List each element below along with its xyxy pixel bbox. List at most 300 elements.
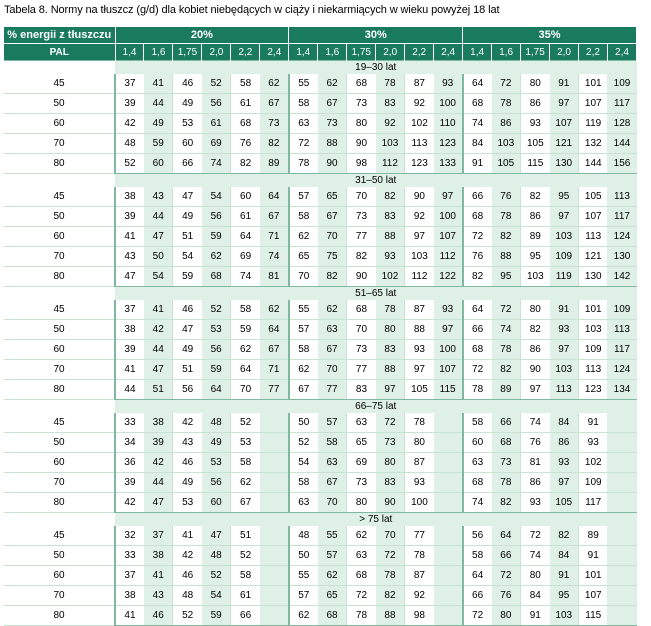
age-group-row <box>4 61 637 75</box>
table-row <box>4 340 637 360</box>
value-cell: 134 <box>607 380 636 400</box>
value-cell: 61 <box>231 94 260 114</box>
blank-cell <box>4 513 115 527</box>
mass-cell: 80 <box>4 154 115 174</box>
value-cell <box>434 473 463 493</box>
value-cell: 100 <box>405 493 434 513</box>
pal-header-cell: 2,4 <box>260 44 289 61</box>
value-cell: 132 <box>579 134 608 154</box>
value-cell: 87 <box>405 300 434 320</box>
value-cell: 46 <box>173 566 202 586</box>
value-cell: 110 <box>434 114 463 134</box>
value-cell: 121 <box>550 134 579 154</box>
pal-header-cell: 2,0 <box>550 44 579 61</box>
value-cell: 82 <box>260 134 289 154</box>
value-cell: 98 <box>347 154 376 174</box>
value-cell: 66 <box>231 606 260 626</box>
value-cell: 68 <box>347 74 376 94</box>
value-cell: 82 <box>376 586 405 606</box>
value-cell: 82 <box>318 267 347 287</box>
value-cell: 49 <box>173 207 202 227</box>
mass-cell: 80 <box>4 606 115 626</box>
value-cell: 91 <box>550 300 579 320</box>
value-cell: 56 <box>463 526 492 546</box>
value-cell: 51 <box>173 227 202 247</box>
value-cell: 122 <box>434 267 463 287</box>
value-cell: 58 <box>289 340 318 360</box>
value-cell: 38 <box>144 413 173 433</box>
value-cell: 84 <box>521 586 550 606</box>
value-cell: 117 <box>607 207 636 227</box>
value-cell: 88 <box>405 320 434 340</box>
value-cell: 72 <box>289 134 318 154</box>
value-cell: 93 <box>376 247 405 267</box>
value-cell: 33 <box>115 413 144 433</box>
value-cell: 62 <box>289 360 318 380</box>
value-cell: 83 <box>376 340 405 360</box>
blank-cell <box>4 174 115 188</box>
value-cell: 52 <box>202 300 231 320</box>
value-cell: 58 <box>231 300 260 320</box>
value-cell: 70 <box>347 187 376 207</box>
value-cell: 107 <box>550 114 579 134</box>
value-cell: 101 <box>579 300 608 320</box>
value-cell: 90 <box>376 493 405 513</box>
value-cell: 93 <box>521 114 550 134</box>
value-cell: 101 <box>579 74 608 94</box>
value-cell: 63 <box>347 546 376 566</box>
value-cell: 107 <box>434 227 463 247</box>
value-cell: 57 <box>289 187 318 207</box>
value-cell: 41 <box>173 526 202 546</box>
table-row <box>4 413 637 433</box>
value-cell: 50 <box>289 546 318 566</box>
value-cell: 72 <box>492 300 521 320</box>
pal-header-cell: 2,2 <box>231 44 260 61</box>
value-cell: 57 <box>318 413 347 433</box>
value-cell <box>260 566 289 586</box>
value-cell: 66 <box>173 154 202 174</box>
value-cell: 78 <box>347 606 376 626</box>
value-cell: 49 <box>202 433 231 453</box>
value-cell: 70 <box>289 267 318 287</box>
fat-norms-table <box>4 27 637 626</box>
value-cell: 59 <box>202 360 231 380</box>
value-cell: 67 <box>260 207 289 227</box>
age-group-label: > 75 lat <box>115 513 637 527</box>
value-cell: 67 <box>318 473 347 493</box>
mass-cell: 45 <box>4 300 115 320</box>
value-cell <box>607 606 636 626</box>
value-cell: 41 <box>144 74 173 94</box>
value-cell: 66 <box>463 320 492 340</box>
value-cell <box>607 453 636 473</box>
value-cell <box>260 546 289 566</box>
value-cell: 109 <box>579 340 608 360</box>
mass-cell: 70 <box>4 473 115 493</box>
mass-cell: 60 <box>4 114 115 134</box>
value-cell: 38 <box>115 187 144 207</box>
value-cell: 93 <box>434 300 463 320</box>
value-cell: 32 <box>115 526 144 546</box>
value-cell: 91 <box>463 154 492 174</box>
value-cell: 54 <box>289 453 318 473</box>
age-group-label: 66–75 lat <box>115 400 637 414</box>
value-cell: 66 <box>463 586 492 606</box>
value-cell: 68 <box>347 300 376 320</box>
pal-header-cell: 1,4 <box>463 44 492 61</box>
value-cell: 38 <box>115 586 144 606</box>
table-row <box>4 187 637 207</box>
value-cell: 60 <box>202 493 231 513</box>
value-cell <box>260 433 289 453</box>
value-cell: 66 <box>492 546 521 566</box>
value-cell: 133 <box>434 154 463 174</box>
value-cell: 113 <box>607 187 636 207</box>
header-row-pal <box>4 44 637 61</box>
value-cell: 48 <box>115 134 144 154</box>
value-cell: 71 <box>260 360 289 380</box>
value-cell: 39 <box>144 433 173 453</box>
value-cell: 103 <box>521 267 550 287</box>
value-cell <box>607 566 636 586</box>
value-cell: 117 <box>579 493 608 513</box>
mass-cell: 50 <box>4 94 115 114</box>
value-cell: 41 <box>115 227 144 247</box>
value-cell: 156 <box>607 154 636 174</box>
value-cell <box>260 453 289 473</box>
table-row <box>4 134 637 154</box>
value-cell: 58 <box>289 207 318 227</box>
value-cell: 102 <box>376 267 405 287</box>
value-cell: 72 <box>521 526 550 546</box>
value-cell: 103 <box>492 134 521 154</box>
value-cell: 58 <box>318 433 347 453</box>
value-cell: 81 <box>260 267 289 287</box>
pal-header-cell: 1,4 <box>115 44 144 61</box>
value-cell: 93 <box>521 493 550 513</box>
value-cell: 39 <box>115 340 144 360</box>
value-cell: 93 <box>405 473 434 493</box>
value-cell: 107 <box>579 207 608 227</box>
value-cell: 67 <box>260 340 289 360</box>
value-cell: 48 <box>202 413 231 433</box>
value-cell <box>607 546 636 566</box>
value-cell: 61 <box>202 114 231 134</box>
value-cell: 54 <box>202 586 231 606</box>
value-cell: 86 <box>521 94 550 114</box>
value-cell: 82 <box>347 247 376 267</box>
value-cell: 53 <box>231 433 260 453</box>
value-cell: 93 <box>550 453 579 473</box>
value-cell: 68 <box>463 207 492 227</box>
value-cell: 109 <box>607 74 636 94</box>
value-cell: 113 <box>607 320 636 340</box>
value-cell: 44 <box>144 207 173 227</box>
value-cell: 37 <box>115 300 144 320</box>
value-cell: 62 <box>260 300 289 320</box>
value-cell: 72 <box>463 360 492 380</box>
value-cell: 82 <box>376 187 405 207</box>
value-cell: 93 <box>579 433 608 453</box>
value-cell: 41 <box>144 566 173 586</box>
value-cell: 80 <box>492 606 521 626</box>
value-cell: 44 <box>144 94 173 114</box>
value-cell: 91 <box>579 546 608 566</box>
table-row <box>4 154 637 174</box>
pal-header-cell: 2,0 <box>376 44 405 61</box>
table-row <box>4 227 637 247</box>
value-cell: 63 <box>289 493 318 513</box>
value-cell: 66 <box>492 413 521 433</box>
value-cell <box>434 526 463 546</box>
value-cell: 88 <box>376 227 405 247</box>
value-cell: 86 <box>492 114 521 134</box>
age-group-label: 31–50 lat <box>115 174 637 188</box>
value-cell: 47 <box>144 360 173 380</box>
value-cell: 77 <box>260 380 289 400</box>
value-cell <box>607 433 636 453</box>
value-cell: 68 <box>347 566 376 586</box>
value-cell: 33 <box>115 546 144 566</box>
table-row <box>4 247 637 267</box>
value-cell: 107 <box>579 586 608 606</box>
value-cell: 88 <box>492 247 521 267</box>
value-cell: 51 <box>144 380 173 400</box>
value-cell: 77 <box>405 526 434 546</box>
pal-header-cell: 2,4 <box>607 44 636 61</box>
value-cell: 72 <box>463 606 492 626</box>
value-cell: 60 <box>231 187 260 207</box>
value-cell: 142 <box>607 267 636 287</box>
mass-cell: 60 <box>4 227 115 247</box>
value-cell: 70 <box>376 526 405 546</box>
value-cell: 84 <box>550 546 579 566</box>
blank-cell <box>4 287 115 301</box>
value-cell: 112 <box>434 247 463 267</box>
value-cell: 70 <box>318 493 347 513</box>
value-cell: 67 <box>318 340 347 360</box>
value-cell: 103 <box>405 247 434 267</box>
value-cell: 97 <box>405 360 434 380</box>
value-cell: 75 <box>318 247 347 267</box>
mass-cell: 70 <box>4 360 115 380</box>
value-cell: 72 <box>492 566 521 586</box>
value-cell: 64 <box>492 526 521 546</box>
value-cell: 100 <box>434 94 463 114</box>
pal-label: PAL <box>4 44 115 61</box>
value-cell: 95 <box>521 247 550 267</box>
value-cell: 58 <box>463 413 492 433</box>
value-cell: 53 <box>173 493 202 513</box>
value-cell: 82 <box>492 227 521 247</box>
mass-cell: 80 <box>4 380 115 400</box>
value-cell: 103 <box>579 320 608 340</box>
value-cell: 62 <box>289 606 318 626</box>
blank-cell <box>4 400 115 414</box>
value-cell: 52 <box>202 74 231 94</box>
value-cell: 63 <box>318 453 347 473</box>
value-cell: 47 <box>144 227 173 247</box>
value-cell: 74 <box>260 247 289 267</box>
value-cell: 97 <box>434 187 463 207</box>
value-cell: 67 <box>289 380 318 400</box>
value-cell: 38 <box>144 546 173 566</box>
value-cell: 55 <box>289 300 318 320</box>
pal-header-cell: 1,75 <box>521 44 550 61</box>
value-cell: 113 <box>579 227 608 247</box>
value-cell <box>434 493 463 513</box>
value-cell: 91 <box>550 566 579 586</box>
value-cell: 43 <box>144 187 173 207</box>
table-row <box>4 380 637 400</box>
value-cell: 42 <box>144 320 173 340</box>
value-cell: 53 <box>202 320 231 340</box>
table-row <box>4 566 637 586</box>
value-cell: 54 <box>202 187 231 207</box>
value-cell: 92 <box>376 114 405 134</box>
value-cell: 78 <box>405 413 434 433</box>
value-cell: 87 <box>405 74 434 94</box>
value-cell: 63 <box>289 114 318 134</box>
table-caption: Tabela 8. Normy na tłuszcz (g/d) dla kobiet niebędących w ciąży i niekarmiących w wieku powyżej 18 lat <box>4 4 500 16</box>
value-cell: 64 <box>463 566 492 586</box>
mass-cell: 50 <box>4 546 115 566</box>
value-cell: 103 <box>550 227 579 247</box>
pal-header-cell: 1,6 <box>144 44 173 61</box>
value-cell: 49 <box>173 340 202 360</box>
value-cell: 58 <box>463 546 492 566</box>
value-cell: 59 <box>231 320 260 340</box>
value-cell: 101 <box>579 566 608 586</box>
value-cell: 64 <box>231 227 260 247</box>
table-row <box>4 114 637 134</box>
age-group-row <box>4 400 637 414</box>
value-cell: 89 <box>260 154 289 174</box>
value-cell: 64 <box>463 74 492 94</box>
value-cell: 56 <box>202 207 231 227</box>
mass-cell: 45 <box>4 413 115 433</box>
value-cell: 117 <box>607 94 636 114</box>
value-cell: 82 <box>550 526 579 546</box>
value-cell: 88 <box>376 360 405 380</box>
energy-label: % energii z tłuszczu <box>4 27 115 44</box>
mass-cell: 60 <box>4 566 115 586</box>
mass-cell: 50 <box>4 207 115 227</box>
value-cell: 103 <box>550 360 579 380</box>
value-cell: 44 <box>144 473 173 493</box>
value-cell: 64 <box>260 320 289 340</box>
value-cell: 78 <box>492 94 521 114</box>
value-cell: 46 <box>173 74 202 94</box>
value-cell: 64 <box>231 360 260 380</box>
value-cell: 50 <box>144 247 173 267</box>
table-row <box>4 94 637 114</box>
value-cell: 65 <box>289 247 318 267</box>
value-cell: 42 <box>173 413 202 433</box>
value-cell: 103 <box>376 134 405 154</box>
mass-cell: 80 <box>4 493 115 513</box>
value-cell: 52 <box>202 566 231 586</box>
value-cell: 44 <box>144 340 173 360</box>
table-row <box>4 546 637 566</box>
value-cell: 59 <box>144 134 173 154</box>
value-cell: 100 <box>434 207 463 227</box>
value-cell: 49 <box>144 114 173 134</box>
value-cell: 62 <box>318 300 347 320</box>
value-cell: 123 <box>579 380 608 400</box>
value-cell: 78 <box>376 566 405 586</box>
value-cell: 42 <box>173 546 202 566</box>
value-cell: 44 <box>115 380 144 400</box>
table-row <box>4 267 637 287</box>
group-35-header: 35% <box>463 27 637 44</box>
value-cell: 102 <box>405 114 434 134</box>
value-cell: 92 <box>405 586 434 606</box>
table-row <box>4 320 637 340</box>
value-cell: 48 <box>173 586 202 606</box>
value-cell: 95 <box>550 187 579 207</box>
value-cell: 62 <box>318 74 347 94</box>
value-cell: 72 <box>492 74 521 94</box>
value-cell: 58 <box>231 74 260 94</box>
table-row <box>4 493 637 513</box>
value-cell: 81 <box>521 453 550 473</box>
value-cell: 107 <box>434 360 463 380</box>
value-cell: 76 <box>492 187 521 207</box>
value-cell: 52 <box>115 154 144 174</box>
value-cell: 62 <box>318 566 347 586</box>
mass-cell: 45 <box>4 187 115 207</box>
value-cell <box>260 493 289 513</box>
age-group-label: 51–65 lat <box>115 287 637 301</box>
value-cell <box>434 606 463 626</box>
value-cell: 68 <box>463 340 492 360</box>
value-cell: 64 <box>202 380 231 400</box>
value-cell: 130 <box>550 154 579 174</box>
value-cell: 93 <box>434 74 463 94</box>
value-cell: 74 <box>521 546 550 566</box>
value-cell: 46 <box>173 453 202 473</box>
value-cell: 34 <box>115 433 144 453</box>
value-cell: 77 <box>347 360 376 380</box>
age-group-row <box>4 174 637 188</box>
value-cell: 51 <box>231 526 260 546</box>
pal-header-cell: 2,0 <box>202 44 231 61</box>
mass-cell: 60 <box>4 340 115 360</box>
value-cell: 105 <box>492 154 521 174</box>
value-cell: 97 <box>550 340 579 360</box>
value-cell: 86 <box>521 473 550 493</box>
value-cell <box>434 586 463 606</box>
value-cell: 48 <box>202 546 231 566</box>
value-cell: 56 <box>202 340 231 360</box>
value-cell: 105 <box>579 187 608 207</box>
value-cell: 112 <box>405 267 434 287</box>
value-cell: 91 <box>550 74 579 94</box>
header-row-energy <box>4 27 637 44</box>
value-cell: 67 <box>231 493 260 513</box>
value-cell: 90 <box>347 134 376 154</box>
value-cell: 46 <box>173 300 202 320</box>
value-cell: 47 <box>115 267 144 287</box>
pal-header-cell: 2,2 <box>405 44 434 61</box>
value-cell: 73 <box>347 94 376 114</box>
value-cell: 73 <box>347 473 376 493</box>
value-cell: 58 <box>231 566 260 586</box>
value-cell: 113 <box>405 134 434 154</box>
value-cell: 57 <box>289 586 318 606</box>
